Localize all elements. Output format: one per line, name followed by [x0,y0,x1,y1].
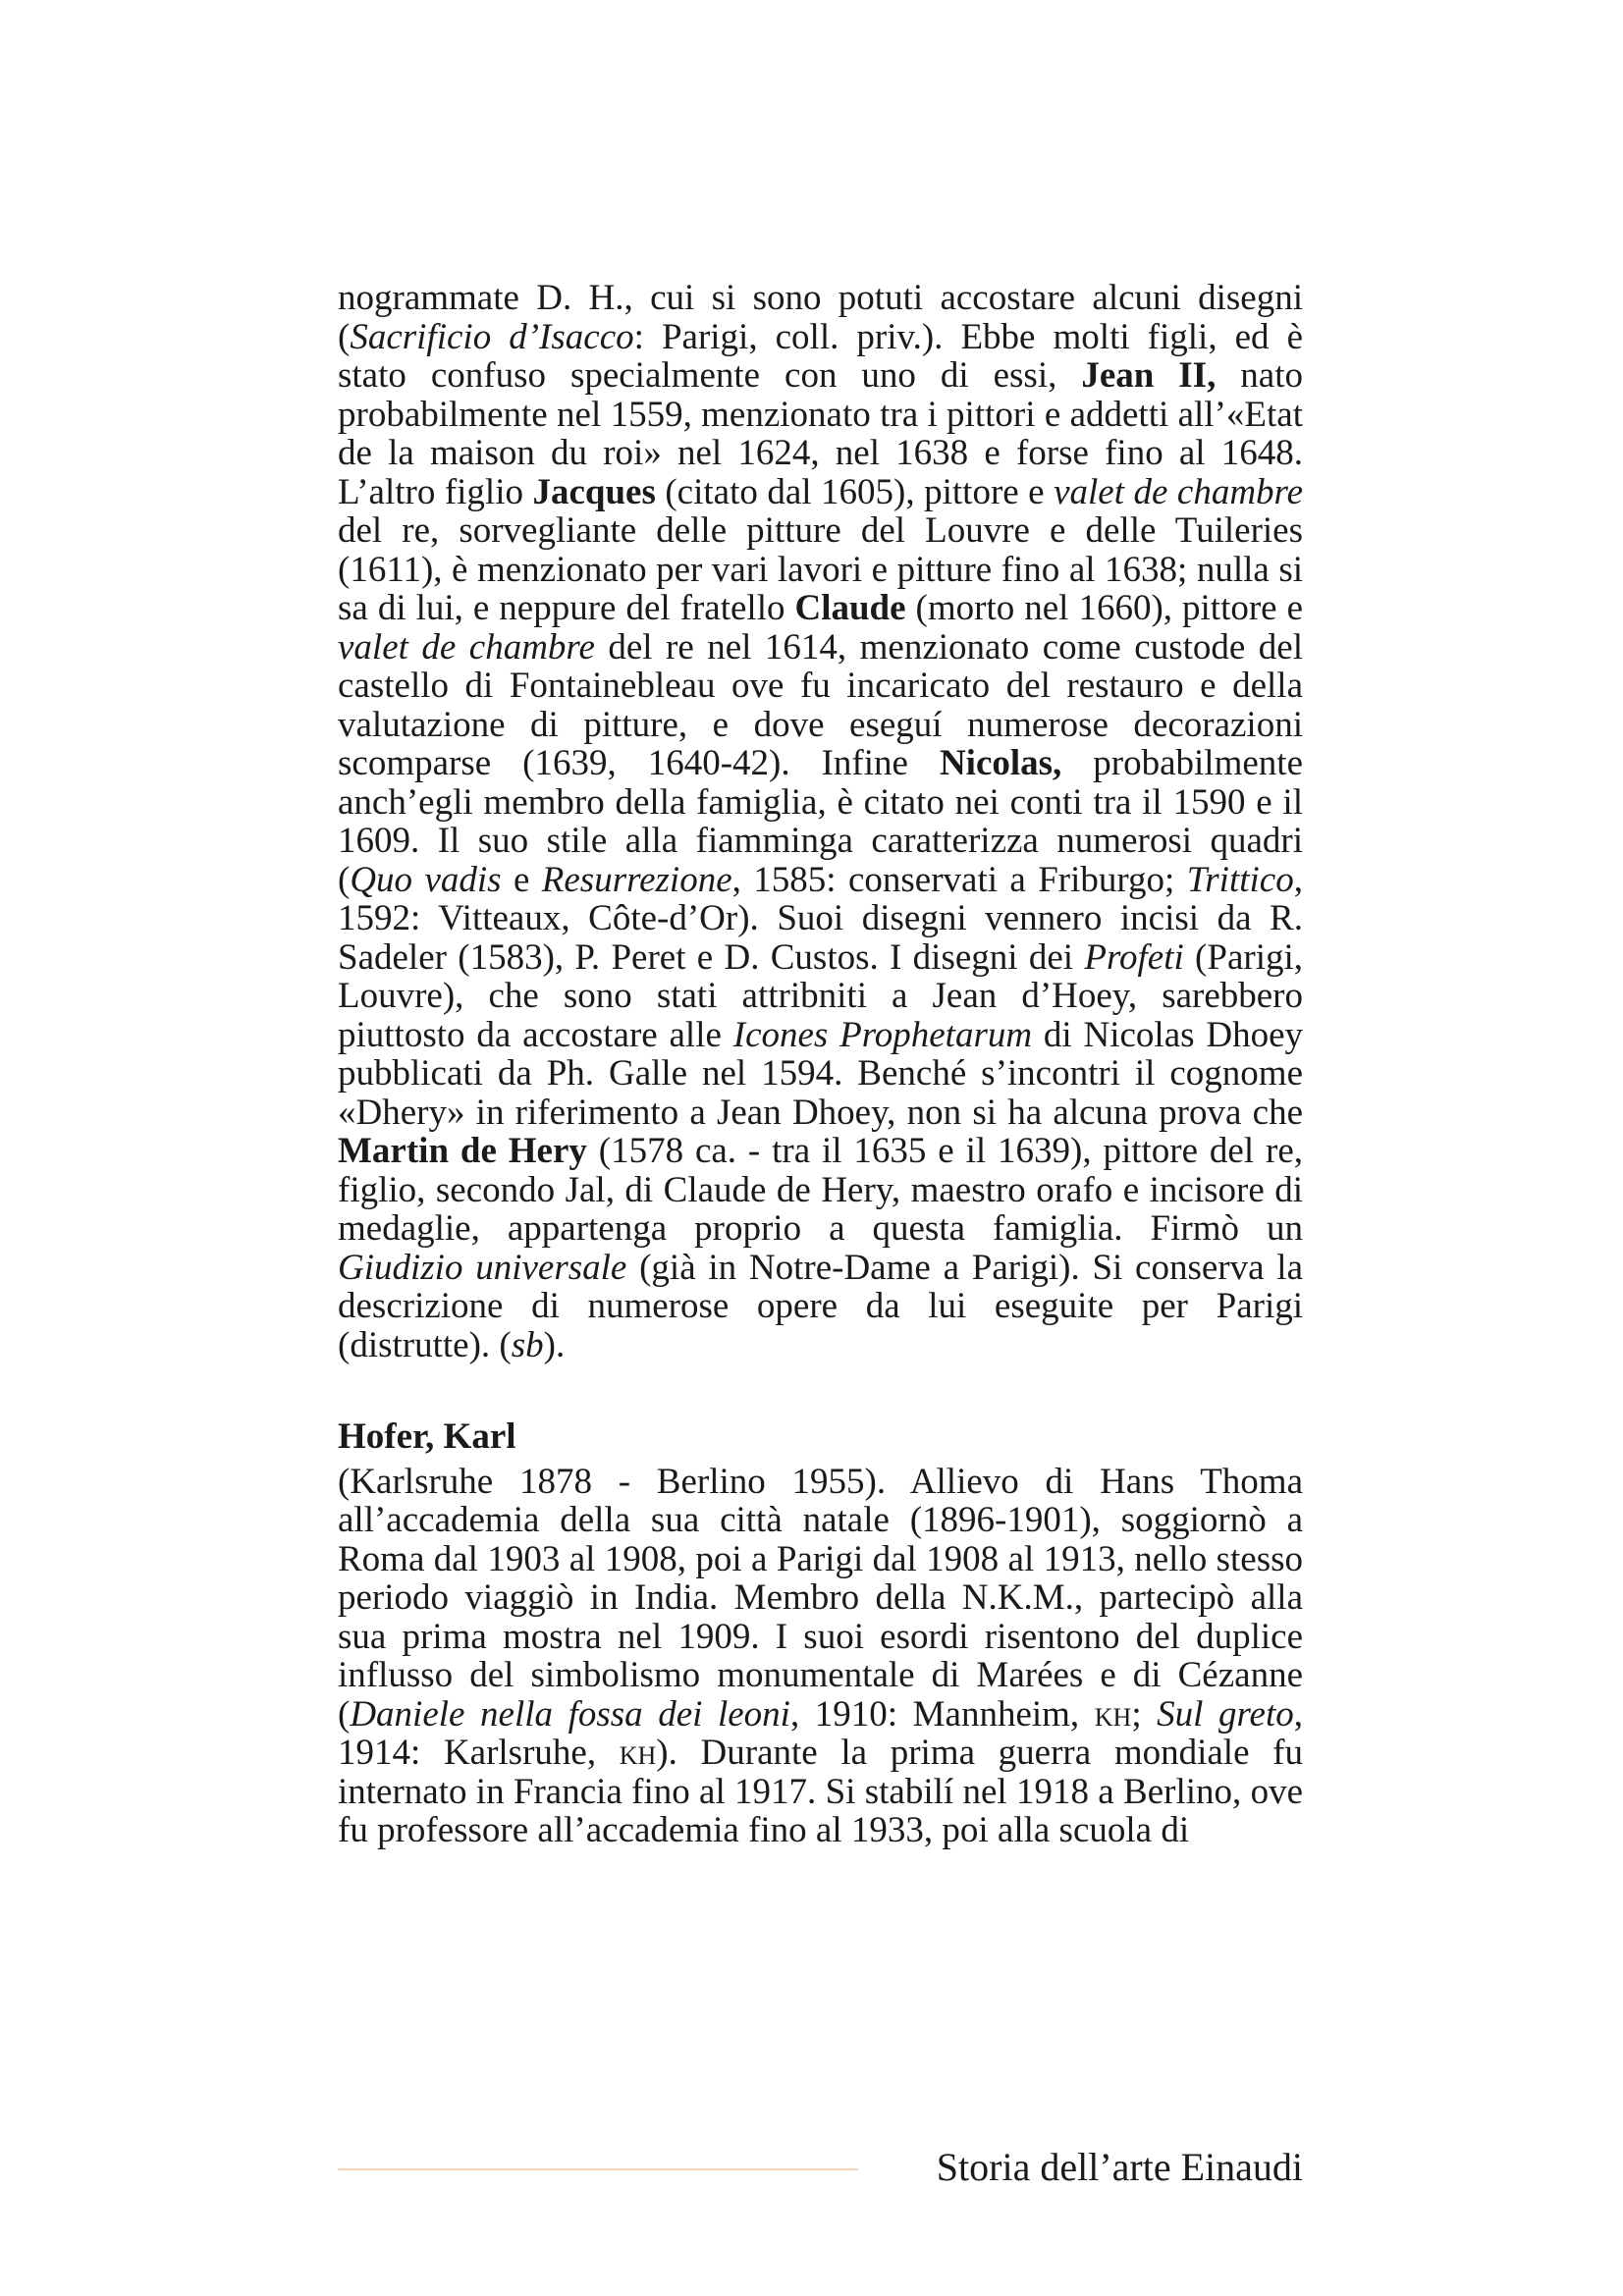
artist-name: Jean II, [1081,355,1217,396]
body-text [338,279,1303,1850]
text-run: nato probabilmente nel 1559, menzionato tra i pittori e addetti all’«Etat de la maison du roi» nel 1624, nel 1638 e forse fino al 1648. L’altro figlio [338,355,1304,512]
artwork-title: Daniele nella fossa dei leoni [350,1693,790,1735]
footer-publication-title: Storia dell’arte Einaudi [936,2145,1303,2189]
text-run: (1578 ca. - tra il 1635 e il 1639), pittore del re, figlio, secondo Jal, di Claude de Hery, maestro orafo e incisore di medaglie, appartenga proprio a questa famiglia. Firmò un [338,1131,1303,1249]
artist-name: Jacques [532,471,656,512]
museum-abbreviation: kh [619,1733,657,1773]
text-run: (Karlsruhe 1878 - Berlino 1955). Allievo di Hans Thoma all’accademia della sua città natale (1896-1901), soggiornò a Roma dal 1903 al 1908, poi a Parigi dal 1908 al 1913, nello stesso periodo viaggiò in India. Membro della N.K.M., partecipò alla sua prima mostra nel 1909. I suoi esordi risentono del duplice influsso del simbolismo monumentale di Marées e di Cézanne ( [338,1461,1303,1735]
italic-term: valet de chambre [1054,471,1303,512]
text-run: di Nicolas Dhoey pubblicati da Ph. Galle nel 1594. Benché s’incontri il cognome «Dhery» in riferimento a Jean Dhoey, non si ha alcuna prova che [338,1014,1304,1133]
artist-name: Martin de Hery [338,1131,587,1171]
artwork-title: Quo vadis [350,859,502,900]
artwork-title: Giudizio universale [338,1247,627,1288]
text-run: (citato dal 1605), pittore e [655,471,1055,512]
text-run: : Parigi, coll. priv.). Ebbe molti figli, ed è stato confuso specialmente con uno di essi, [338,316,1304,396]
artist-name: Claude [794,588,906,628]
artist-name: Nicolas, [939,743,1062,783]
text-run: , 1592: Vitteaux, Côte-d’Or). Suoi disegni vennero incisi da R. Sadeler (1583), P. Peret e D. Custos. I disegni dei [338,859,1303,978]
museum-abbreviation: kh [1094,1693,1132,1735]
text-run: del re, sorvegliante delle pitture del Louvre e delle Tuileries (1611), è menzionato per vari lavori e pitture fino al 1638; nulla si sa di lui, e neppure del fratello [338,510,1303,628]
text-run: ; [1131,1693,1158,1735]
italic-term: valet de chambre [338,626,595,667]
artwork-title: Resurrezione [541,859,732,900]
text-run: ). Durante la prima guerra mondiale fu internato in Francia fino al 1917. Si stabilí nel 1918 a Berlino, ove fu professore all’accademia fino al 1933, poi alla scuola di [338,1733,1303,1850]
text-run: (morto nel 1660), pittore e [905,588,1304,628]
artwork-title: Profeti [1084,936,1184,978]
text-run: , 1910: Mannheim, [789,1693,1095,1735]
artwork-title: Trittico [1186,859,1294,900]
entry-hoey-continuation [338,279,1303,1364]
text-run: (Parigi, Louvre), che sono stati attribniti a Jean d’Hoey, sarebbero piuttosto da accostare alle [338,936,1303,1055]
text-run: , 1914: Karlsruhe, [338,1693,1303,1773]
entry-heading: Hofer, Karl [338,1416,516,1457]
footer-divider [338,2168,858,2170]
text-run: ). [543,1324,566,1365]
text-run: del re nel 1614, menzionato come custode del castello di Fontainebleau ove fu incaricato del restauro e della valutazione di pitture, e dove eseguí numerose decorazioni scomparse (1639, 1640-42). Infine [338,626,1304,783]
text-run: , 1585: conservati a Friburgo; [731,859,1187,900]
entry-hofer-text [338,1463,1303,1850]
author-initials: sb [511,1324,544,1365]
artwork-title: Sul greto [1157,1693,1294,1735]
artwork-title: Sacrificio d’Isacco [350,316,634,357]
artwork-title: Icones Prophetarum [732,1014,1033,1055]
text-run: (già in Notre-Dame a Parigi). Si conserva la descrizione di numerose opere da lui eseguite per Parigi (distrutte). ( [338,1247,1303,1365]
text-run: probabilmente anch’egli membro della famiglia, è citato nei conti tra il 1590 e il 1609. Il suo stile alla fiamminga caratterizza numerosi quadri ( [338,743,1303,900]
text-run: e [501,859,542,900]
text-run: nogrammate D. H., cui si sono potuti accostare alcuni disegni ( [338,278,1303,357]
